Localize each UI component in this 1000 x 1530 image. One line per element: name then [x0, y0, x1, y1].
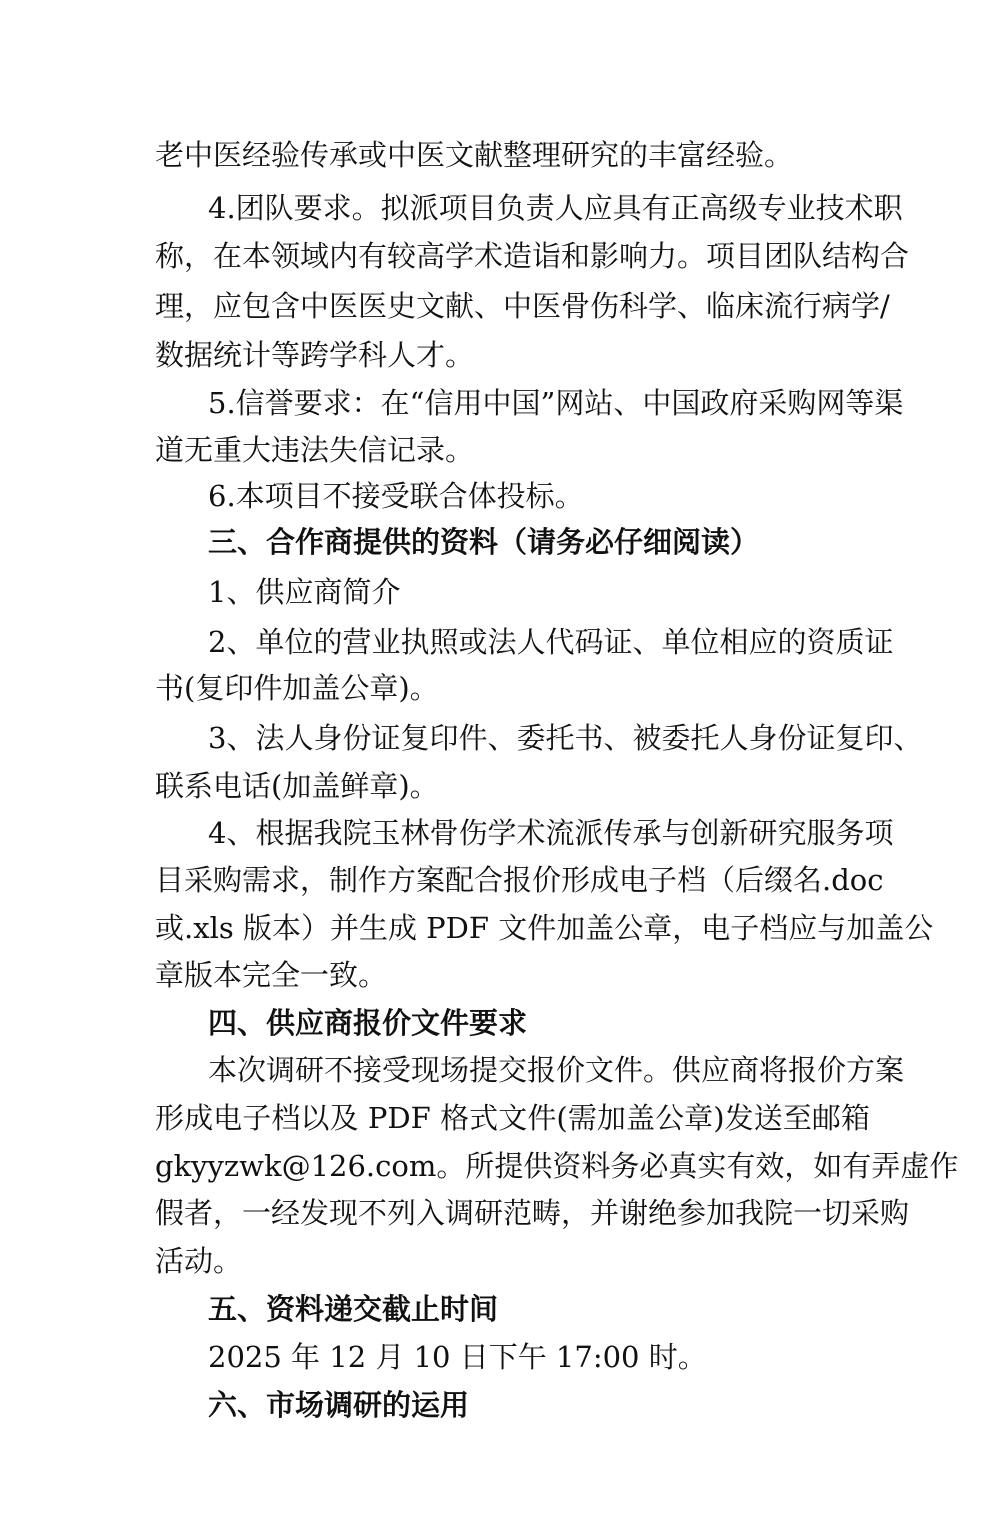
- body-text-line: 理，应包含中医医史文献、中医骨伤科学、临床流行病学/: [155, 289, 890, 323]
- body-text-line: 称，在本领域内有较高学术造诣和影响力。项目团队结构合: [155, 239, 910, 273]
- list-item-text: 1、供应商简介: [208, 575, 401, 609]
- body-text-line: 本次调研不接受现场提交报价文件。供应商将报价方案: [208, 1053, 905, 1087]
- body-text-line: 6.本项目不接受联合体投标。: [208, 479, 584, 513]
- body-text-line: 5.信誉要求：在“信用中国”网站、中国政府采购网等渠: [208, 386, 904, 420]
- section-heading: 四、供应商报价文件要求: [208, 1006, 528, 1040]
- list-item-text: 4、根据我院玉林骨伤学术流派传承与创新研究服务项: [208, 816, 894, 850]
- body-text-line: 活动。: [155, 1244, 243, 1278]
- section-heading: 六、市场调研的运用: [208, 1388, 470, 1422]
- list-item-text: 3、法人身份证复印件、委托书、被委托人身份证复印、: [208, 721, 923, 755]
- list-item-text: 目采购需求，制作方案配合报价形成电子档（后缀名.doc: [155, 863, 884, 897]
- body-text-line: 4.团队要求。拟派项目负责人应具有正高级专业技术职: [208, 191, 903, 225]
- body-text-line: 数据统计等跨学科人才。: [155, 338, 475, 372]
- body-text-line: 假者，一经发现不列入调研范畴，并谢绝参加我院一切采购: [155, 1196, 910, 1230]
- deadline-text: 2025 年 12 月 10 日下午 17:00 时。: [208, 1340, 707, 1374]
- list-item-text: 2、单位的营业执照或法人代码证、单位相应的资质证: [208, 625, 894, 659]
- list-item-text: 章版本完全一致。: [155, 958, 388, 992]
- body-text-line: 道无重大违法失信记录。: [155, 433, 475, 467]
- list-item-text: 联系电话(加盖鲜章)。: [155, 769, 439, 803]
- body-text-line: 老中医经验传承或中医文献整理研究的丰富经验。: [155, 138, 794, 172]
- section-heading: 五、资料递交截止时间: [208, 1292, 499, 1326]
- list-item-text: 或.xls 版本）并生成 PDF 文件加盖公章，电子档应与加盖公: [155, 911, 934, 945]
- list-item-text: 书(复印件加盖公章)。: [155, 671, 439, 705]
- body-text-line: gkyyzwk@126.com。所提供资料务必真实有效，如有弄虚作: [155, 1149, 959, 1183]
- body-text-line: 形成电子档以及 PDF 格式文件(需加盖公章)发送至邮箱: [155, 1101, 870, 1135]
- section-heading: 三、合作商提供的资料（请务必仔细阅读）: [208, 525, 760, 559]
